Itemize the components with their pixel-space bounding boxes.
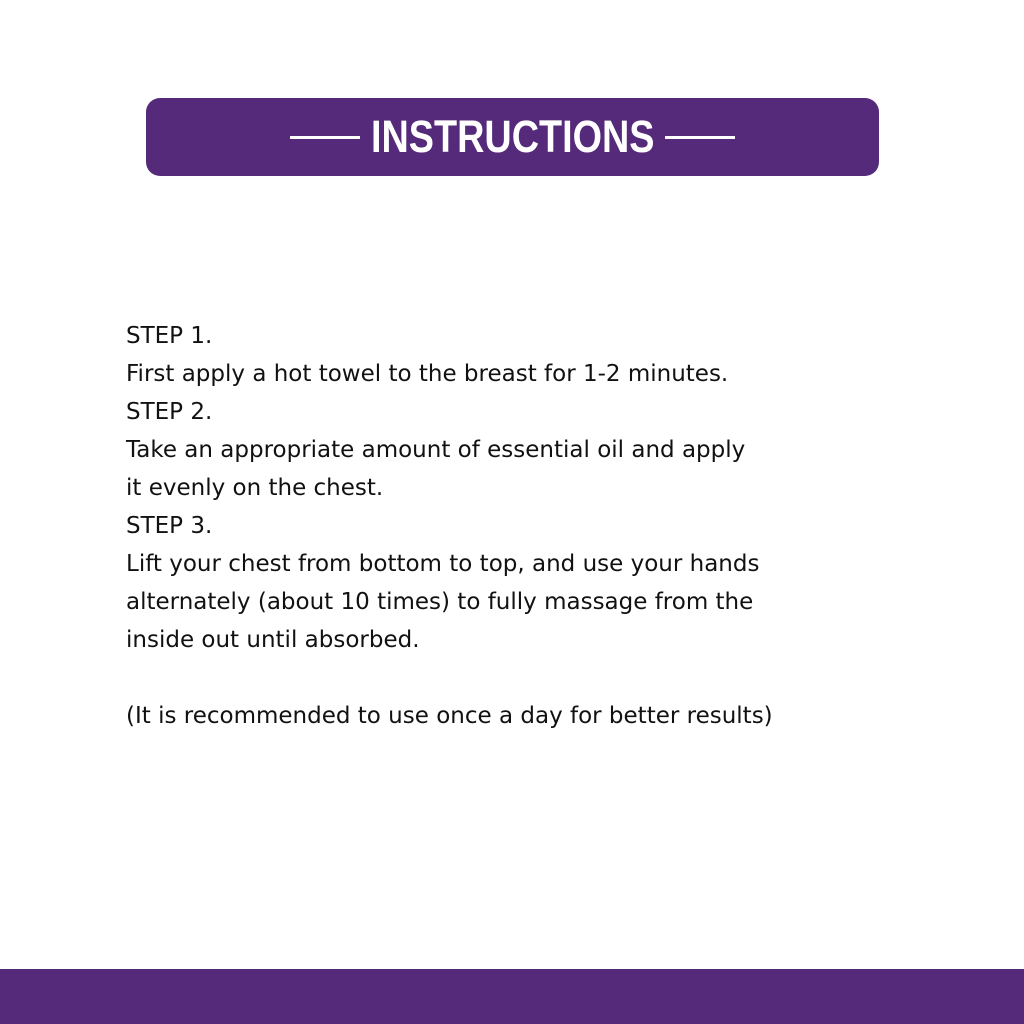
left-rule-decoration: [290, 136, 360, 139]
step-3-text-line-3: inside out until absorbed.: [126, 627, 420, 653]
step-3-text-line-1: Lift your chest from bottom to top, and use your hands: [126, 551, 760, 577]
instructions-banner: [146, 98, 879, 176]
instructions-content: [126, 317, 956, 735]
step-1: [126, 317, 956, 393]
banner-title: INSTRUCTIONS: [370, 111, 655, 162]
step-3-text-line-2: alternately (about 10 times) to fully massage from the: [126, 589, 754, 615]
step-3-label: STEP 3.: [126, 513, 213, 539]
step-2: [126, 393, 956, 507]
recommendation-note: (It is recommended to use once a day for better results): [126, 703, 773, 729]
step-1-text-line: First apply a hot towel to the breast for 1-2 minutes.: [126, 361, 729, 387]
step-2-label: STEP 2.: [126, 399, 213, 425]
step-2-text-line-1: Take an appropriate amount of essential oil and apply: [126, 437, 746, 463]
right-rule-decoration: [665, 136, 735, 139]
footer-bar: [0, 969, 1024, 1024]
step-1-label: STEP 1.: [126, 323, 213, 349]
step-3: [126, 507, 956, 659]
step-2-text-line-2: it evenly on the chest.: [126, 475, 384, 501]
